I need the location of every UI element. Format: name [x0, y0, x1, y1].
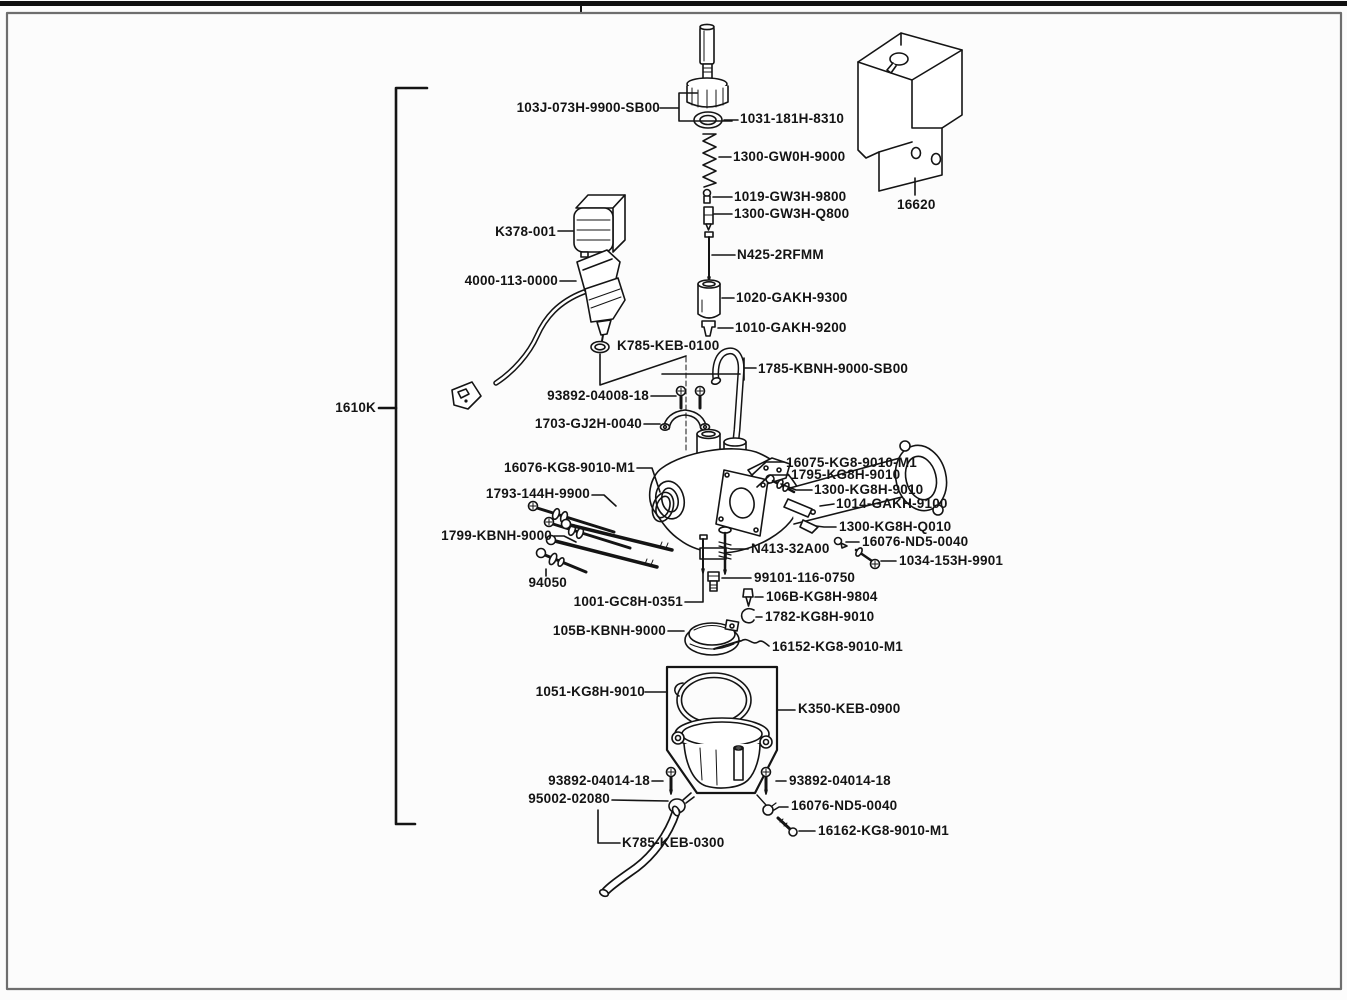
label-1799-kbnh-9000: 1799-KBNH-9000: [441, 528, 552, 543]
label-1785-kbnh-9000-sb00: 1785-KBNH-9000-SB00: [758, 361, 909, 376]
label-n425-2rfmm: N425-2RFMM: [737, 247, 824, 262]
label-105b-kbnh-9000: 105B-KBNH-9000: [552, 623, 666, 638]
cable-guide-tube-drawing: [700, 24, 714, 64]
label-16162-kg8-9010-m1: 16162-KG8-9010-M1: [818, 823, 949, 838]
label-k350-keb-0900: K350-KEB-0900: [798, 701, 901, 716]
bolt-94050-drawing: [537, 549, 587, 573]
label-106b-kg8h-9804: 106B-KG8H-9804: [766, 589, 878, 604]
label-1703-gj2h-0040: 1703-GJ2H-0040: [534, 416, 642, 431]
valve-seat-cap-drawing: [702, 321, 715, 336]
drain-hose-drawing: [599, 805, 681, 897]
label-1034-153h-9901: 1034-153H-9901: [899, 553, 1004, 568]
mount-bolts-1799-drawing: [547, 520, 673, 568]
label-16076-kg8-9010-m1: 16076-KG8-9010-M1: [504, 460, 635, 475]
label-16075-kg8-9010-m1: 16075-KG8-9010-M1: [786, 455, 917, 470]
valve-clip-drawing: [742, 609, 754, 623]
carb-top-cap-drawing: [687, 64, 728, 108]
label-k785-keb-0100: K785-KEB-0100: [617, 338, 720, 353]
label-16620: 16620: [897, 197, 936, 212]
label-16076-nd5-0040: 16076-ND5-0040: [862, 534, 969, 549]
float-assembly-drawing: [685, 620, 740, 655]
float-valve-drawing: [743, 589, 753, 606]
label-1793-144h-9900: 1793-144H-9900: [485, 486, 590, 501]
bystarter-oring-drawing: [591, 342, 609, 353]
float-chamber-set-drawing: [667, 667, 777, 793]
label-103j-073h-9900-sb00: 103J-073H-9900-SB00: [516, 100, 660, 115]
cap-oring-drawing: [694, 112, 722, 128]
label-1300-gw0h-9000: 1300-GW0H-9000: [733, 149, 846, 164]
label-16152-kg8-9010-m1: 16152-KG8-9010-M1: [772, 639, 903, 654]
label-1300-kg8h-q010: 1300-KG8H-Q010: [839, 519, 952, 534]
label-1051-kg8h-9010: 1051-KG8H-9010: [535, 684, 645, 699]
label-k785-keb-0300: K785-KEB-0300: [622, 835, 725, 850]
label-16076-nd5-0040-bottom: 16076-ND5-0040: [791, 798, 898, 813]
jet-needle-drawing: [705, 232, 713, 281]
label-1020-gakh-9300: 1020-GAKH-9300: [736, 290, 848, 305]
mounting-bracket-16620-drawing: [858, 33, 962, 191]
label-1782-kg8h-9010: 1782-KG8H-9010: [765, 609, 875, 624]
label-1610k-group: 1610K: [335, 400, 376, 415]
label-93892-04014-18-left: 93892-04014-18: [548, 773, 650, 788]
needle-seat-drawing: [704, 207, 713, 230]
needle-retainer-drawing: [704, 190, 711, 204]
label-1300-gw3h-q800: 1300-GW3H-Q800: [734, 206, 850, 221]
label-1014-gakh-9100: 1014-GAKH-9100: [836, 496, 948, 511]
throttle-valve-drawing: [698, 280, 720, 318]
label-95002-02080: 95002-02080: [528, 791, 610, 806]
label-1001-gc8h-0351: 1001-GC8H-0351: [573, 594, 683, 609]
cable-strap-drawing: [661, 410, 710, 430]
top-cover-screws-drawing: [677, 387, 705, 409]
label-1300-kg8h-9010: 1300-KG8H-9010: [814, 482, 924, 497]
main-jet-drawing: [708, 572, 719, 591]
label-93892-04014-18-right: 93892-04014-18: [789, 773, 891, 788]
label-94050: 94050: [528, 575, 567, 590]
label-1031-181h-8310: 1031-181H-8310: [740, 111, 845, 126]
group-bracket-1610k: [379, 88, 427, 824]
cdi-unit-drawing: [574, 195, 625, 257]
label-n413-32a00: N413-32A00: [751, 541, 830, 556]
label-1019-gw3h-9800: 1019-GW3H-9800: [734, 189, 847, 204]
label-4000-113-0000: 4000-113-0000: [464, 273, 558, 288]
label-99101-116-0750: 99101-116-0750: [754, 570, 856, 585]
label-1795-kg8h-9010: 1795-KG8H-9010: [791, 467, 901, 482]
label-93892-04008-18: 93892-04008-18: [547, 388, 649, 403]
label-k378-001: K378-001: [495, 224, 556, 239]
throttle-spring-drawing: [703, 134, 716, 187]
label-1010-gakh-9200: 1010-GAKH-9200: [735, 320, 847, 335]
